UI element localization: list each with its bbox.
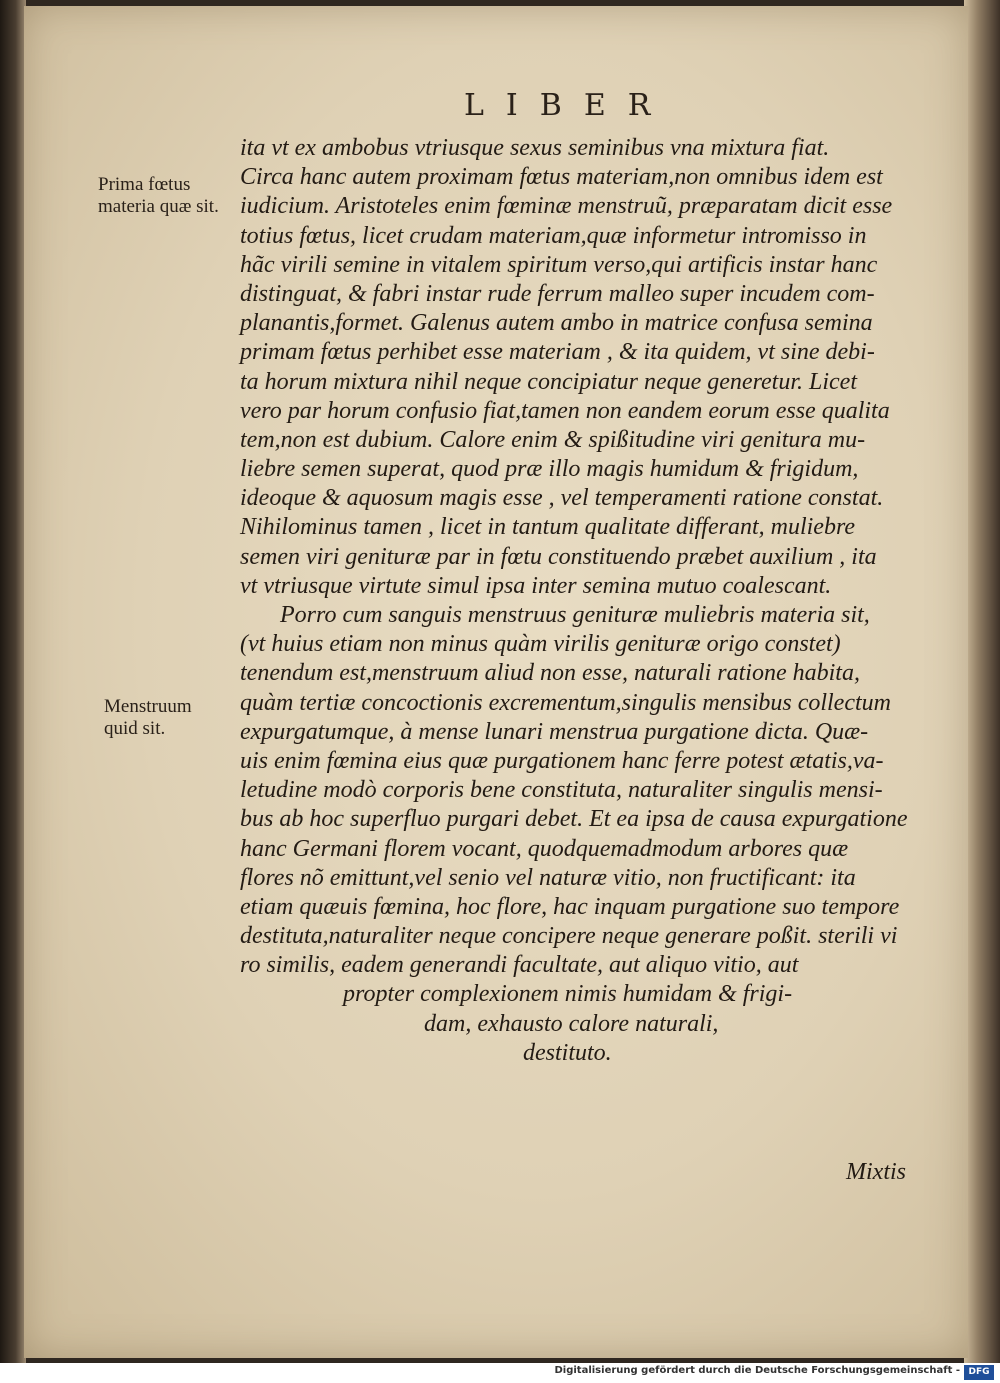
text-line: ta horum mixtura nihil neque concipiatur neque generetur. Licet bbox=[240, 368, 858, 395]
text-line: tem,non est dubium. Calore enim & spißitudine viri genitura mu- bbox=[240, 426, 866, 453]
text-line: letudine modò corporis bene constituta, naturaliter singulis mensi- bbox=[240, 777, 883, 804]
text-line: uis enim fœmina eius quæ purgationem hanc ferre potest ætatis,va- bbox=[240, 747, 884, 774]
text-line: vt vtriusque virtute simul ipsa inter semina mutuo coalescant. bbox=[240, 572, 832, 599]
margin-note-menstruum: Menstruum quid sit. bbox=[104, 696, 192, 739]
text-line: Circa hanc autem proximam fœtus materiam,non omnibus idem est bbox=[240, 164, 883, 191]
book-page bbox=[24, 6, 968, 1358]
dfg-logo-icon[interactable]: DFG bbox=[964, 1365, 994, 1380]
text-line: planantis,formet. Galenus autem ambo in matrice confusa semina bbox=[240, 310, 873, 337]
text-line: primam fœtus perhibet esse materiam , & ita quidem, vt sine debi- bbox=[240, 339, 875, 366]
text-line: ita vt ex ambobus vtriusque sexus seminibus vna mixtura fiat. bbox=[240, 135, 830, 161]
funding-credit: Digitalisierung gefördert durch die Deutsche Forschungsgemeinschaft - bbox=[554, 1365, 960, 1376]
text-line: hãc virili semine in vitalem spiritum verso,qui artificis instar hanc bbox=[240, 251, 878, 278]
text-line: hanc Germani florem vocant, quodquemadmodum arbores quæ bbox=[240, 835, 849, 862]
text-line: dam, exhausto calore naturali, bbox=[424, 1010, 719, 1037]
text-line: liebre semen superat, quod præ illo magis humidum & frigidum, bbox=[240, 456, 859, 483]
text-line: destituto. bbox=[523, 1039, 612, 1066]
text-line: semen viri genituræ par in fœtu constituendo præbet auxilium , ita bbox=[240, 543, 877, 570]
text-line: iudicium. Aristoteles enim fœminæ menstruũ, præparatam dicit esse bbox=[240, 193, 893, 220]
text-line: (vt huius etiam non minus quàm virilis genituræ origo constet) bbox=[240, 631, 841, 658]
text-line: Porro cum sanguis menstruus genituræ muliebris materia sit, bbox=[280, 602, 870, 628]
body-text bbox=[240, 134, 940, 1068]
text-line: bus ab hoc superfluo purgari debet. Et ea ipsa de causa expurgatione bbox=[240, 806, 908, 833]
text-line: ideoque & aquosum magis esse , vel temperamenti ratione constat. bbox=[240, 485, 884, 512]
text-line: expurgatumque, à mense lunari menstrua purgatione dicta. Quæ- bbox=[240, 718, 869, 745]
text-line: Nihilominus tamen , licet in tantum qualitate differant, muliebre bbox=[240, 514, 856, 541]
text-line: vero par horum confusio fiat,tamen non eandem eorum esse qualita bbox=[240, 397, 890, 424]
text-line: distinguat, & fabri instar rude ferrum malleo super incudem com- bbox=[240, 280, 875, 307]
text-line: etiam quæuis fœmina, hoc flore, hac inquam purgatione suo tempore bbox=[240, 893, 900, 920]
book-edge-left bbox=[0, 0, 26, 1363]
text-line: totius fœtus, licet crudam materiam,quæ informetur intromisso in bbox=[240, 222, 867, 249]
text-line: ro similis, eadem generandi facultate, aut aliquo vitio, aut bbox=[240, 952, 799, 979]
footer-bar bbox=[0, 1363, 1000, 1383]
text-line: propter complexionem nimis humidam & frigi- bbox=[343, 981, 793, 1008]
text-line: flores nõ emittunt,vel senio vel naturæ vitio, non fructificant: ita bbox=[240, 864, 856, 891]
running-head: LIBER bbox=[464, 88, 673, 123]
catchword: Mixtis bbox=[846, 1159, 906, 1185]
text-line: quàm tertiæ concoctionis excrementum,singulis mensibus collectum bbox=[240, 689, 891, 716]
book-edge-right bbox=[964, 0, 1000, 1363]
margin-note-prima-foetus: Prima fœtus materia quæ sit. bbox=[98, 174, 219, 217]
text-line: destituta,naturaliter neque concipere neque generare poßit. sterili vi bbox=[240, 923, 898, 950]
text-line: tenendum est,menstruum aliud non esse, naturali ratione habita, bbox=[240, 660, 860, 687]
